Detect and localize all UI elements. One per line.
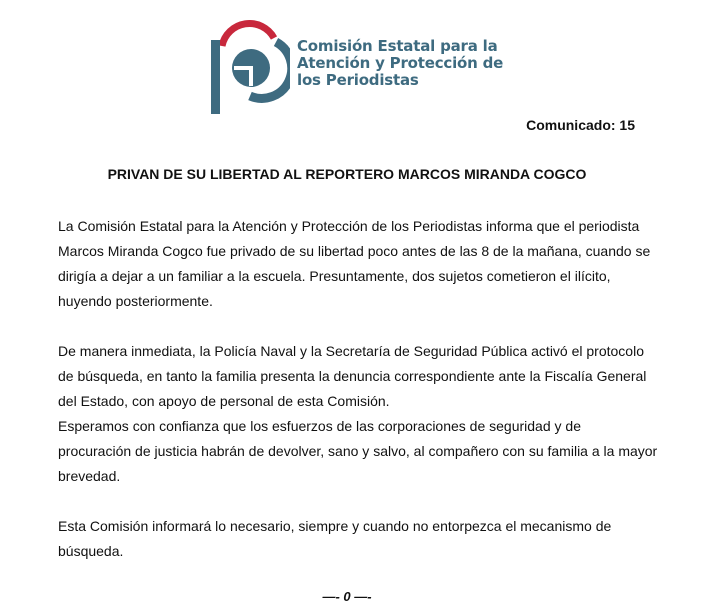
paragraph-3: Esperamos con confianza que los esfuerzos de las corporaciones de seguridad y de procuración de justicia habrán de devolver, sano y salvo, al compañero con su familia a la mayor brevedad. (58, 418, 658, 484)
org-logo (200, 14, 504, 118)
paragraph-2: De manera inmediata, la Policía Naval y la Secretaría de Seguridad Pública activó el protocolo de búsqueda, en tanto la familia presenta la denuncia correspondiente ante la Fiscalía General del Estado, con apoyo de personal de esta Comisión. (58, 343, 647, 409)
comunicado-number: Comunicado: 15 (526, 117, 635, 133)
paragraph-4: Esta Comisión informará lo necesario, siempre y cuando no entorpezca el mecanismo de búsqueda. (58, 518, 612, 559)
document-body (58, 214, 658, 564)
closing-mark: —- 0 —- (322, 589, 372, 604)
org-name-line-2: Atención y Protección de (297, 54, 504, 72)
paragraph-1: La Comisión Estatal para la Atención y Protección de los Periodistas informa que el periodista Marcos Miranda Cogco fue privado de su libertad poco antes de las 8 de la mañana, cuando se dirigía a dejar a un familiar a la escuela. Presuntamente, dos sujetos cometieron el ilícito, huyendo posteriormente. (58, 218, 651, 309)
document-title: PRIVAN DE SU LIBERTAD AL REPORTERO MARCOS MIRANDA COGCO (107, 166, 587, 182)
org-name-line-1: Comisión Estatal para la (297, 37, 498, 55)
org-name (297, 38, 503, 89)
org-logo-mark-icon (204, 16, 290, 116)
org-name-line-3: los Periodistas (297, 71, 419, 89)
